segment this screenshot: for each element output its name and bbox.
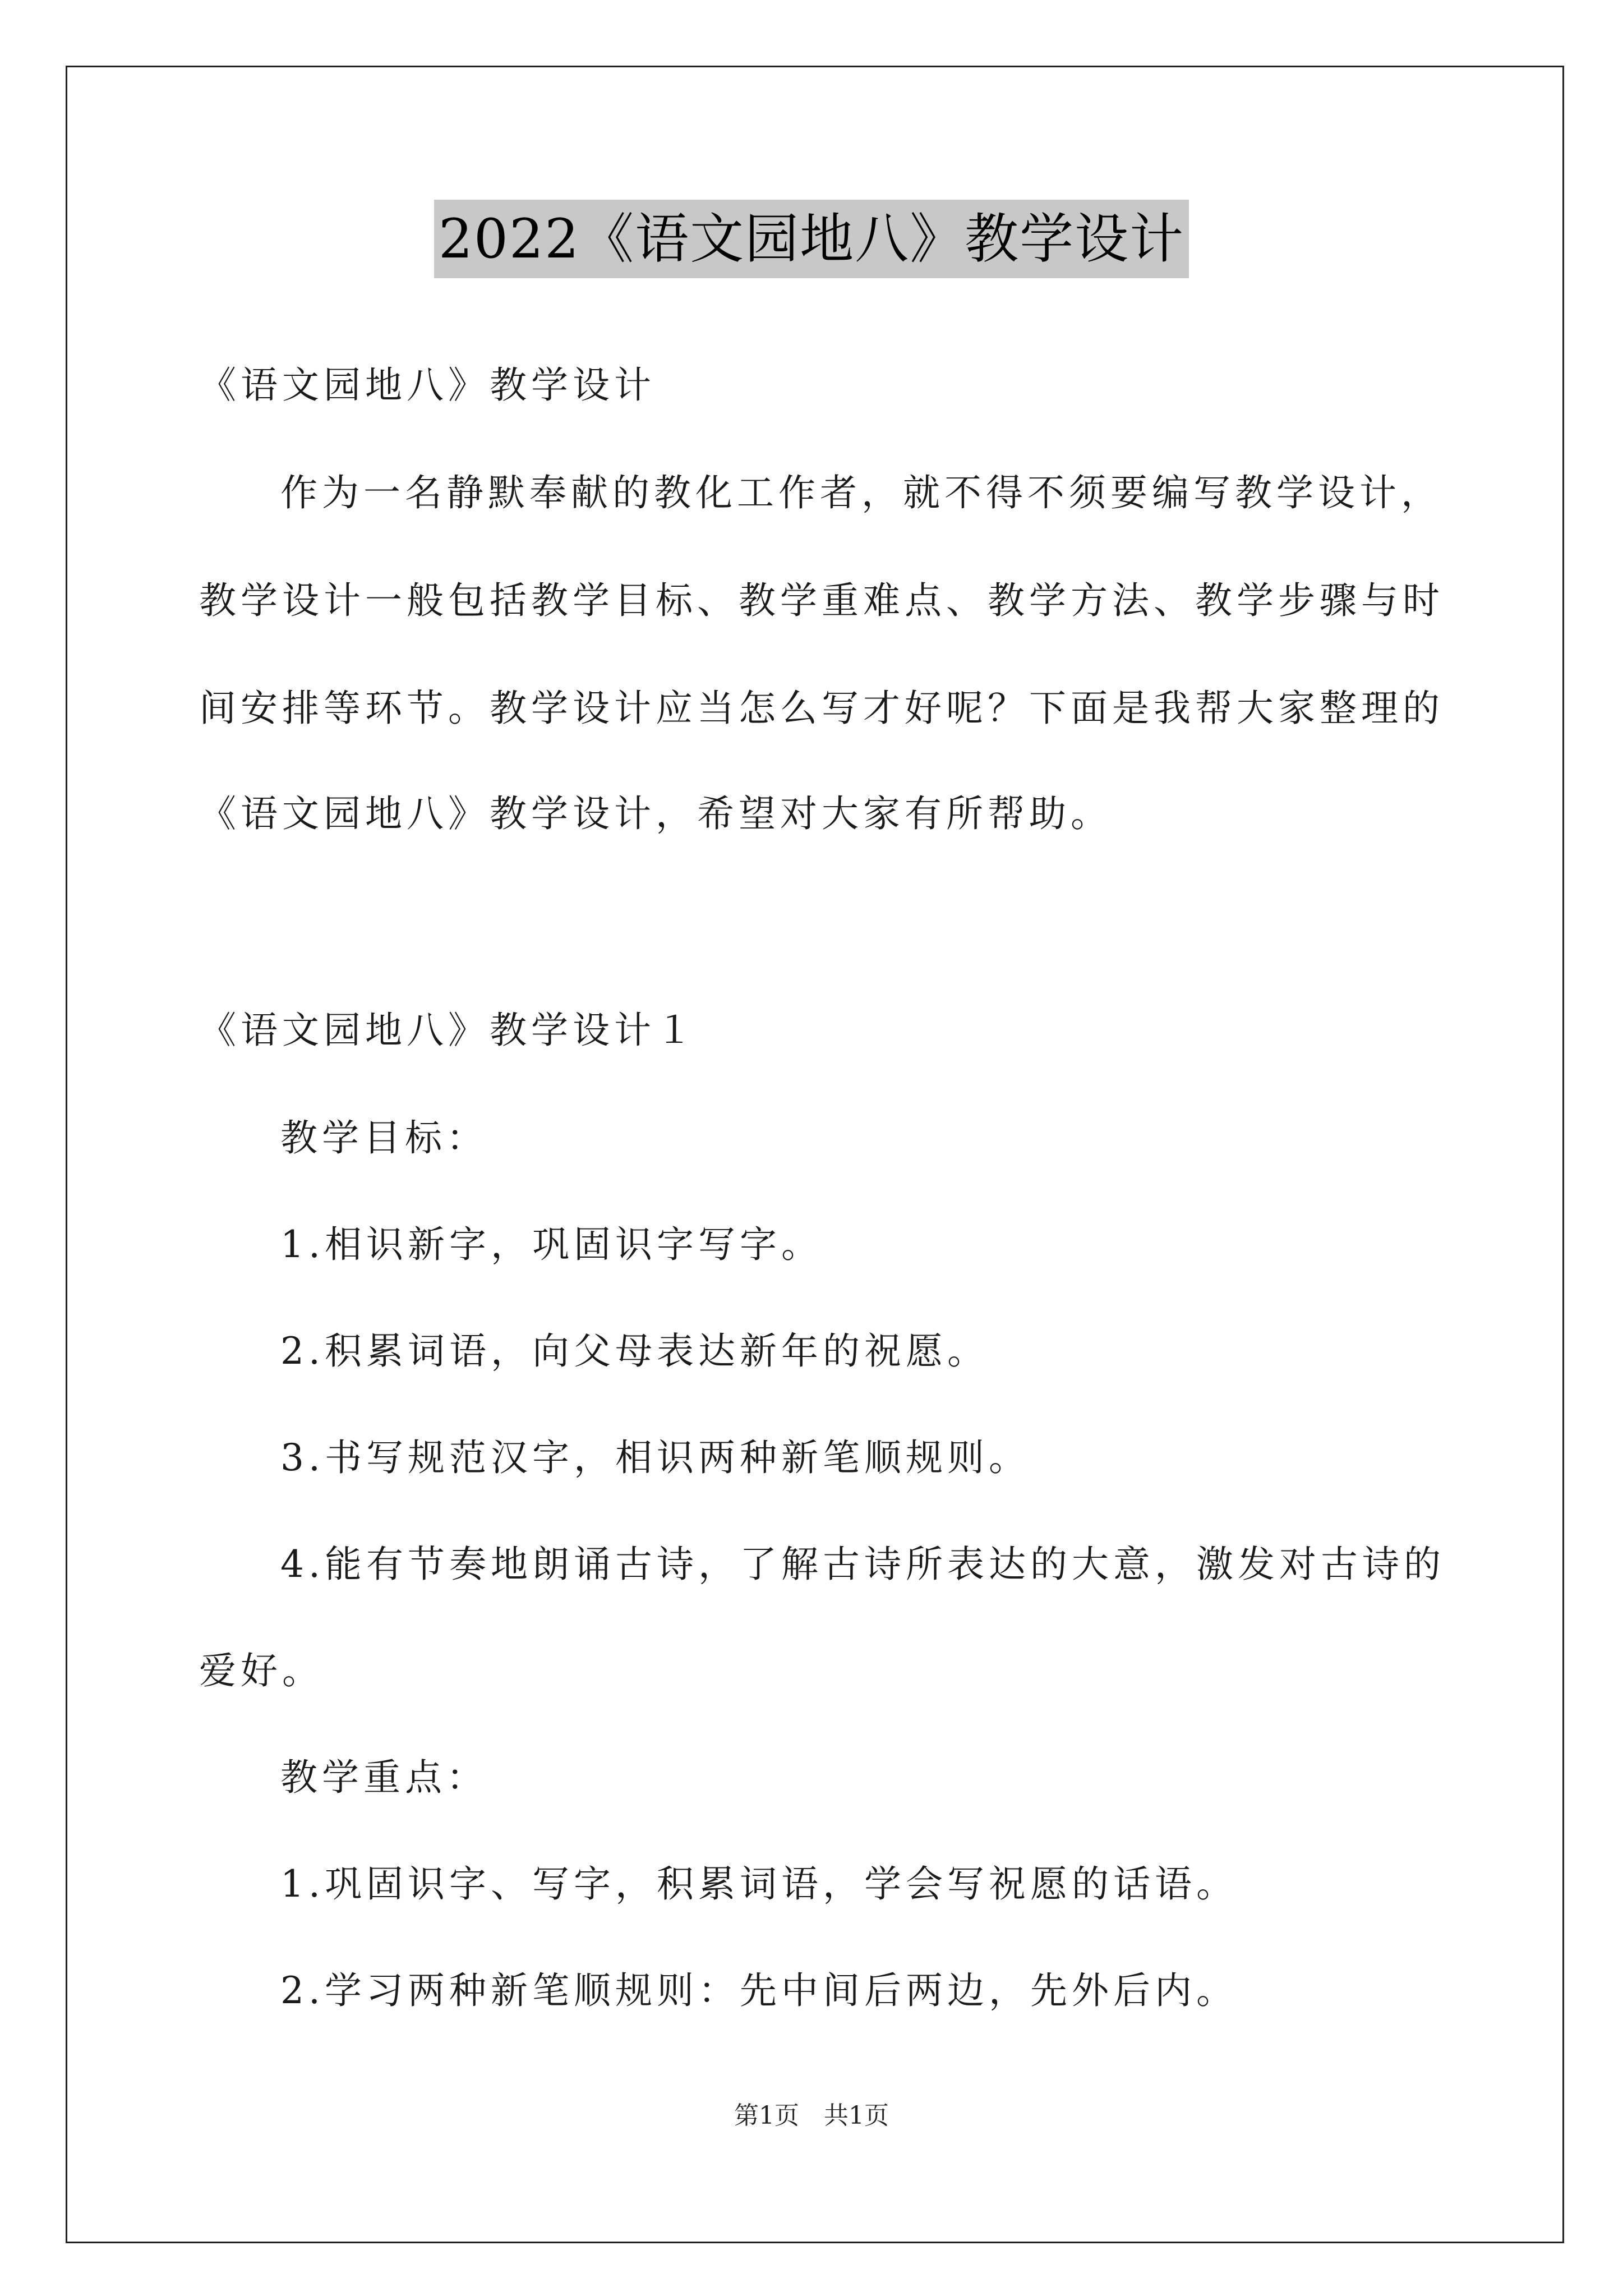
intro-line-1: 作为一名静默奉献的教化工作者，就不得不须要编写教学设计， xyxy=(280,471,1442,514)
goal-item-3: 3.书写规范汉字，相识两种新笔顺规则。 xyxy=(280,1436,1030,1479)
key-point-item-2: 2.学习两种新笔顺规则：先中间后两边，先外后内。 xyxy=(280,1969,1238,2012)
goal-item-2: 2.积累词语，向父母表达新年的祝愿。 xyxy=(280,1329,989,1373)
goal-item-4: 4.能有节奏地朗诵古诗，了解古诗所表达的大意，激发对古诗的 xyxy=(280,1543,1445,1586)
document-title: 2022《语文园地八》教学设计 xyxy=(434,200,1189,278)
goal-item-1: 1.相识新字，巩固识字写字。 xyxy=(280,1223,823,1266)
intro-line-3: 间安排等环节。教学设计应当怎么写才好呢？下面是我帮大家整理的 xyxy=(199,687,1444,730)
goal-item-4-continued: 爱好。 xyxy=(199,1649,324,1692)
key-point-item-1: 1.巩固识字、写字，积累词语，学会写祝愿的话语。 xyxy=(280,1862,1238,1906)
subtitle: 《语文园地八》教学设计 xyxy=(199,364,656,407)
intro-line-4: 《语文园地八》教学设计，希望对大家有所帮助。 xyxy=(199,792,1112,835)
section-heading: 《语文园地八》教学设计１ xyxy=(199,1009,697,1052)
goals-label: 教学目标： xyxy=(280,1116,488,1159)
title-container xyxy=(0,200,1623,278)
key-points-label: 教学重点： xyxy=(280,1756,488,1799)
intro-line-2: 教学设计一般包括教学目标、教学重难点、教学方法、教学步骤与时 xyxy=(199,579,1444,622)
page-footer: 第1页 共1页 xyxy=(734,2101,889,2130)
